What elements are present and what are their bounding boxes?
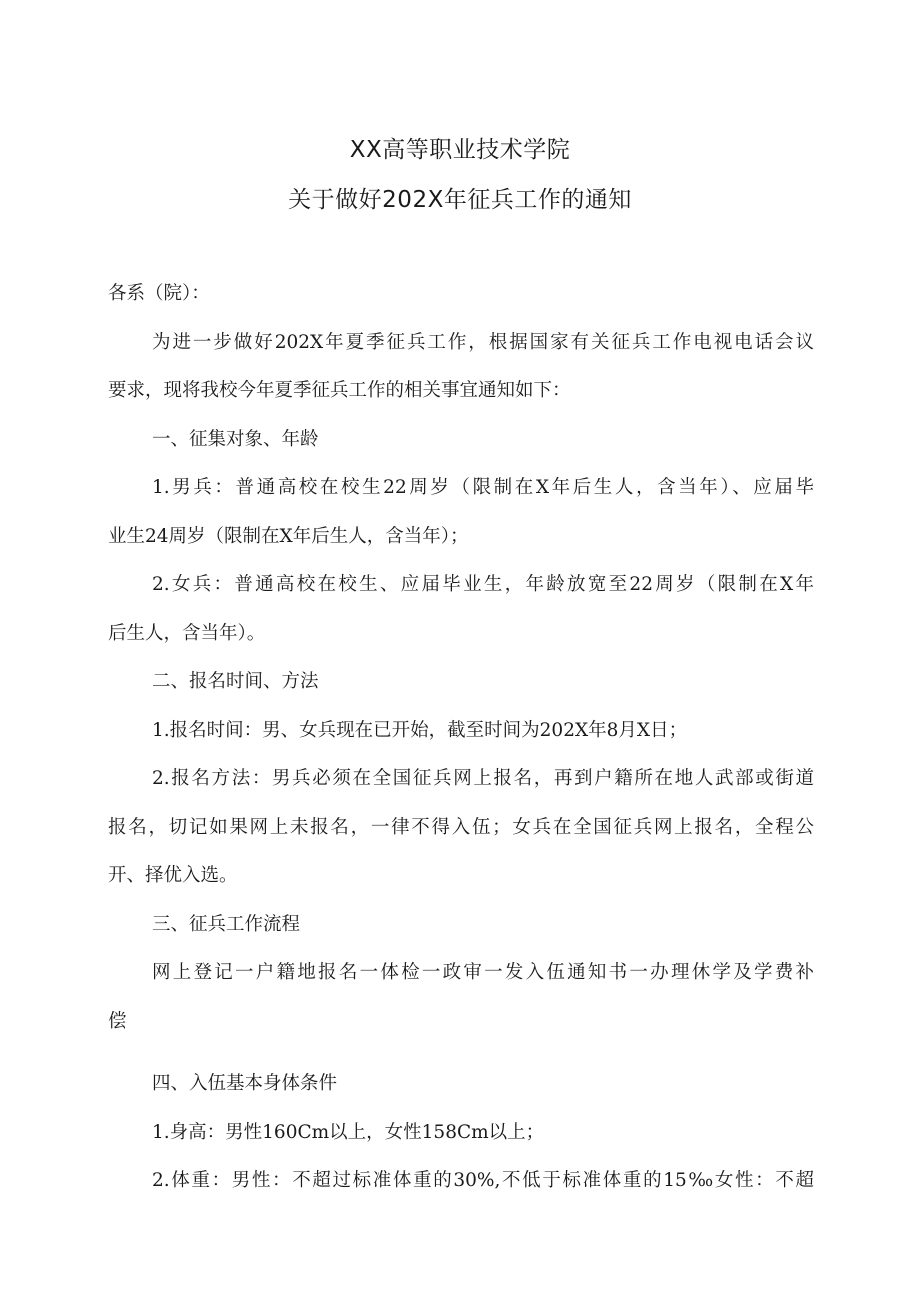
- section4-heading: 四、入伍基本身体条件: [152, 1073, 338, 1094]
- section4-item2: 2.体重：男性：不超过标准体重的30%,不低于标准体重的15‰女性：不超: [152, 1170, 814, 1191]
- section2-item2-line1: 2.报名方法：男兵必须在全国征兵网上报名，再到户籍所在地人武部或街道: [152, 768, 814, 789]
- section1-item2-line1: 2.女兵：普通高校在校生、应届毕业生，年龄放宽至22周岁（限制在X年: [152, 574, 814, 595]
- intro-line2: 要求，现将我校今年夏季征兵工作的相关事宜通知如下：: [108, 380, 571, 401]
- section3-flow-line2: 偿: [108, 1010, 127, 1032]
- document-body: [108, 270, 814, 1206]
- document-title-line2: 关于做好202X年征兵工作的通知: [288, 187, 632, 213]
- document-title-line1: XX高等职业技术学院: [349, 137, 571, 163]
- section2-item2-line3: 开、择优入选。: [108, 865, 238, 886]
- paragraph-gap: [108, 1046, 814, 1060]
- section1-item1-line2: 业生24周岁（限制在X年后生人，含当年）；: [108, 525, 469, 547]
- section3-heading: 三、征兵工作流程: [152, 913, 301, 935]
- section2-item1: 1.报名时间：男、女兵现在已开始，截至时间为202X年8月X日；: [152, 719, 688, 741]
- section4-item1: 1.身高：男性160Cm以上，女性158Cm以上；: [152, 1121, 545, 1143]
- section1-heading: 一、征集对象、年龄: [152, 428, 319, 450]
- section2-item2-line2: 报名，切记如果网上未报名，一律不得入伍；女兵在全国征兵网上报名，全程公: [108, 816, 814, 838]
- section1-item2-line2: 后生人，含当年）。: [108, 622, 266, 644]
- intro-line1: 为进一步做好202X年夏季征兵工作，根据国家有关征兵工作电视电话会议: [152, 331, 814, 353]
- greeting: 各系（院）：: [108, 283, 210, 304]
- section1-item1-line1: 1.男兵：普通高校在校生22周岁（限制在X年后生人，含当年）、应届毕: [152, 477, 814, 498]
- section2-heading: 二、报名时间、方法: [152, 671, 319, 692]
- section3-flow-line1: 网上登记一户籍地报名一体检一政审一发入伍通知书一办理休学及学费补: [152, 962, 814, 983]
